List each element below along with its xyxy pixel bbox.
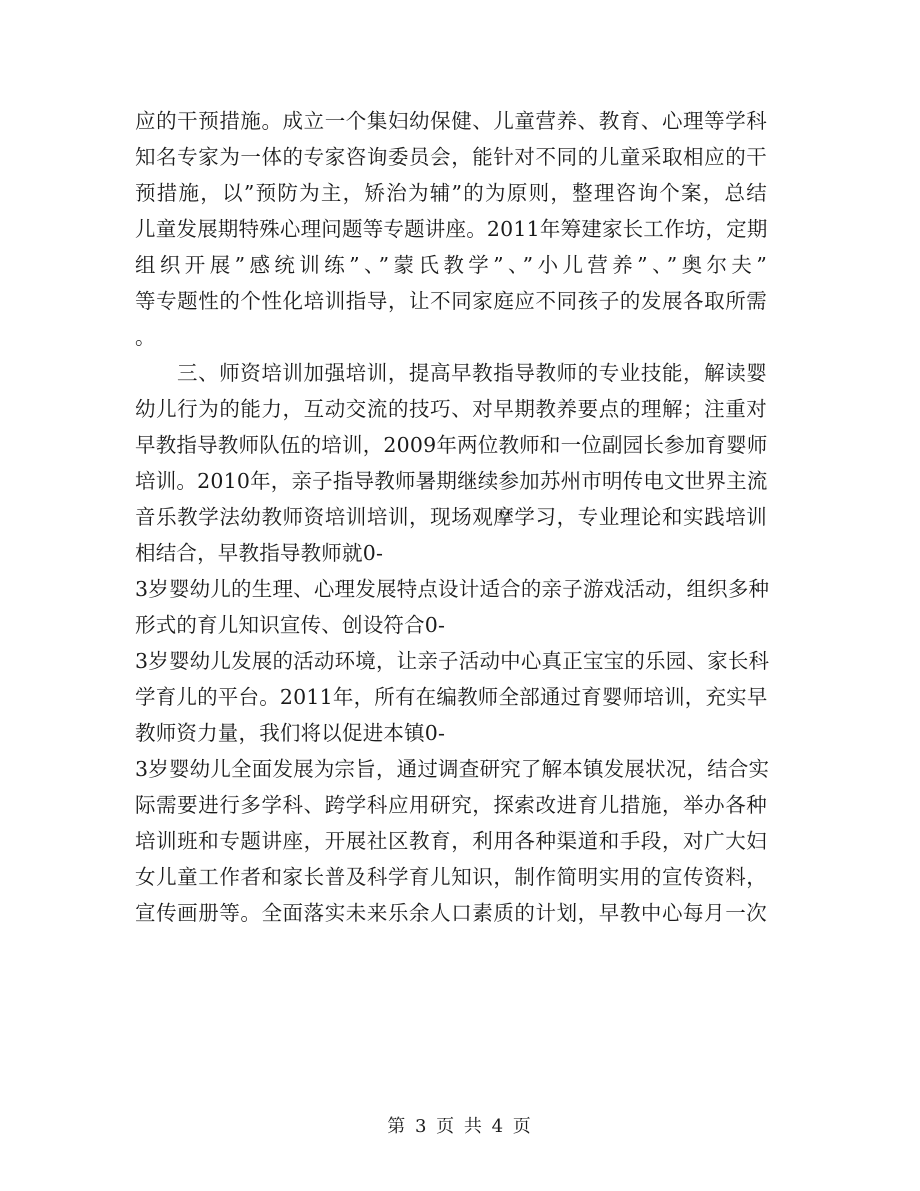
text-line: 女儿童工作者和家长普及科学育儿知识，制作简明实用的宣传资料， [135, 865, 767, 889]
text-line: 3岁婴幼儿发展的活动环境，让亲子活动中心真正宝宝的乐园、家长科 [135, 649, 770, 673]
text-line: 形式的育儿知识宣传、创设符合0- [135, 613, 446, 637]
text-line: 早教指导教师队伍的培训，2009年两位教师和一位副园长参加育婴师 [135, 433, 768, 457]
text-line: 相结合，早教指导教师就0- [135, 541, 384, 565]
text-line: 教师资力量，我们将以促进本镇0- [135, 721, 446, 745]
text-line: 培训。2010年，亲子指导教师暑期继续参加苏州市明传电文世界主流 [135, 469, 768, 493]
text-line: 三、师资培训加强培训，提高早教指导教师的专业技能，解读婴 [177, 361, 767, 385]
text-line: 应的干预措施。成立一个集妇幼保健、儿童营养、教育、心理等学科 [135, 109, 767, 133]
text-line: 组织开展”感统训练”、”蒙氏教学”、”小儿营养”、”奥尔夫” [135, 253, 767, 277]
page-number-footer: 第 3 页 共 4 页 [387, 1116, 533, 1137]
text-line: 学育儿的平台。2011年，所有在编教师全部通过育婴师培训，充实早 [135, 685, 768, 709]
text-line: 预措施，以”预防为主，矫治为辅”的为原则，整理咨询个案，总结 [135, 181, 767, 205]
text-line: 儿童发展期特殊心理问题等专题讲座。2011年筹建家长工作坊，定期 [135, 217, 768, 241]
text-line: 际需要进行多学科、跨学科应用研究，探索改进育儿措施，举办各种 [135, 793, 767, 817]
body-text [135, 103, 785, 931]
text-line: 培训班和专题讲座，开展社区教育，利用各种渠道和手段，对广大妇 [135, 829, 767, 853]
text-line: 3岁婴幼儿的生理、心理发展特点设计适合的亲子游戏活动，组织多种 [135, 577, 770, 601]
text-line: 音乐教学法幼教师资培训培训，现场观摩学习，专业理论和实践培训 [135, 505, 767, 529]
text-line: 宣传画册等。全面落实未来乐余人口素质的计划，早教中心每月一次 [135, 901, 767, 925]
text-line: 知名专家为一体的专家咨询委员会，能针对不同的儿童采取相应的干 [135, 145, 767, 169]
text-line: 等专题性的个性化培训指导，让不同家庭应不同孩子的发展各取所需 [135, 289, 767, 313]
text-line: 幼儿行为的能力，互动交流的技巧、对早期教养要点的理解；注重对 [135, 397, 767, 421]
text-line: 。 [135, 325, 156, 349]
text-line: 3岁婴幼儿全面发展为宗旨，通过调查研究了解本镇发展状况，结合实 [135, 757, 770, 781]
